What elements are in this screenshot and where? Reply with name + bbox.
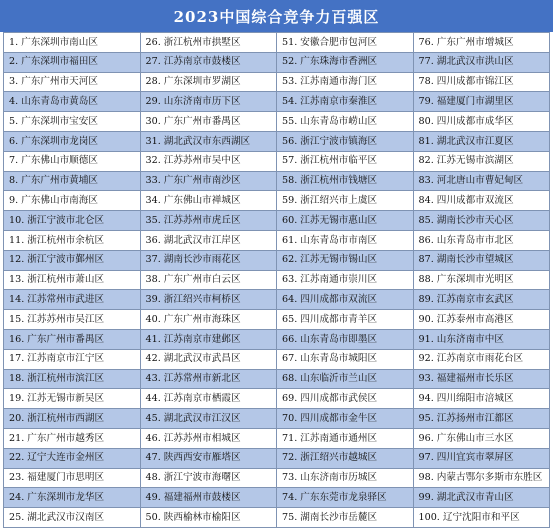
table-cell: 22. 辽宁大连市金州区	[4, 449, 141, 469]
table-cell: 32. 江苏苏州市吴中区	[141, 152, 278, 172]
table-cell: 53. 江苏南通市海门区	[277, 73, 414, 93]
table-cell: 73. 山东济南市历城区	[277, 469, 414, 489]
table-cell: 81. 湖北武汉市江夏区	[414, 132, 551, 152]
table-cell: 21. 广东广州市越秀区	[4, 429, 141, 449]
table-cell: 77. 湖北武汉市洪山区	[414, 53, 551, 73]
table-cell: 47. 陕西西安市雁塔区	[141, 449, 278, 469]
table-cell: 29. 山东济南市历下区	[141, 92, 278, 112]
table-cell: 24. 广东深圳市龙华区	[4, 488, 141, 508]
table-cell: 85. 湖南长沙市天心区	[414, 211, 551, 231]
table-cell: 39. 浙江绍兴市柯桥区	[141, 290, 278, 310]
table-cell: 98. 内蒙古鄂尔多斯市东胜区	[414, 469, 551, 489]
table-cell: 46. 江苏苏州市相城区	[141, 429, 278, 449]
table-cell: 80. 四川成都市成华区	[414, 112, 551, 132]
table-cell: 19. 江苏无锡市新吴区	[4, 389, 141, 409]
table-cell: 49. 福建福州市鼓楼区	[141, 488, 278, 508]
table-cell: 31. 湖北武汉市东西湖区	[141, 132, 278, 152]
table-cell: 2. 广东深圳市福田区	[4, 53, 141, 73]
table-cell: 17. 江苏南京市江宁区	[4, 350, 141, 370]
table-cell: 91. 山东济南市中区	[414, 330, 551, 350]
table-cell: 42. 湖北武汉市武昌区	[141, 350, 278, 370]
table-cell: 93. 福建福州市长乐区	[414, 370, 551, 390]
table-cell: 27. 江苏南京市鼓楼区	[141, 53, 278, 73]
table-cell: 14. 江苏常州市武进区	[4, 290, 141, 310]
table-cell: 9. 广东佛山市南海区	[4, 191, 141, 211]
table-cell: 40. 广东广州市海珠区	[141, 310, 278, 330]
table-cell: 13. 浙江杭州市萧山区	[4, 271, 141, 291]
table-cell: 15. 江苏苏州市吴江区	[4, 310, 141, 330]
table-cell: 48. 浙江宁波市海曙区	[141, 469, 278, 489]
table-cell: 71. 江苏南通市通州区	[277, 429, 414, 449]
table-cell: 45. 湖北武汉市江汉区	[141, 409, 278, 429]
table-cell: 51. 安徽合肥市包河区	[277, 33, 414, 53]
table-cell: 50. 陕西榆林市榆阳区	[141, 508, 278, 528]
table-cell: 94. 四川绵阳市涪城区	[414, 389, 551, 409]
table-cell: 68. 山东临沂市兰山区	[277, 370, 414, 390]
table-cell: 52. 广东珠海市香洲区	[277, 53, 414, 73]
table-cell: 56. 浙江宁波市镇海区	[277, 132, 414, 152]
table-cell: 69. 四川成都市武侯区	[277, 389, 414, 409]
table-cell: 11. 浙江杭州市余杭区	[4, 231, 141, 251]
table-cell: 87. 湖南长沙市望城区	[414, 251, 551, 271]
table-cell: 5. 广东深圳市宝安区	[4, 112, 141, 132]
table-cell: 96. 广东佛山市三水区	[414, 429, 551, 449]
table-cell: 92. 江苏南京市雨花台区	[414, 350, 551, 370]
table-cell: 82. 江苏无锡市滨湖区	[414, 152, 551, 172]
table-cell: 34. 广东佛山市禅城区	[141, 191, 278, 211]
table-cell: 89. 江苏南京市玄武区	[414, 290, 551, 310]
table-cell: 90. 江苏泰州市高港区	[414, 310, 551, 330]
table-cell: 58. 浙江杭州市钱塘区	[277, 172, 414, 192]
table-cell: 4. 山东青岛市黄岛区	[4, 92, 141, 112]
table-cell: 37. 湖南长沙市雨花区	[141, 251, 278, 271]
table-cell: 3. 广东广州市天河区	[4, 73, 141, 93]
table-cell: 28. 广东深圳市罗湖区	[141, 73, 278, 93]
table-cell: 26. 浙江杭州市拱墅区	[141, 33, 278, 53]
table-cell: 43. 江苏常州市新北区	[141, 370, 278, 390]
table-cell: 95. 江苏扬州市江都区	[414, 409, 551, 429]
table-cell: 12. 浙江宁波市鄞州区	[4, 251, 141, 271]
table-cell: 63. 江苏南通市崇川区	[277, 271, 414, 291]
table-cell: 30. 广东广州市番禺区	[141, 112, 278, 132]
table-cell: 67. 山东青岛市城阳区	[277, 350, 414, 370]
table-cell: 97. 四川宜宾市翠屏区	[414, 449, 551, 469]
table-cell: 6. 广东深圳市龙岗区	[4, 132, 141, 152]
table-cell: 88. 广东深圳市光明区	[414, 271, 551, 291]
table-cell: 38. 广东广州市白云区	[141, 271, 278, 291]
table-cell: 99. 湖北武汉市青山区	[414, 488, 551, 508]
table-cell: 36. 湖北武汉市江岸区	[141, 231, 278, 251]
table-cell: 23. 福建厦门市思明区	[4, 469, 141, 489]
table-cell: 66. 山东青岛市即墨区	[277, 330, 414, 350]
table-cell: 64. 四川成都市双流区	[277, 290, 414, 310]
table-cell: 75. 湖南长沙市岳麓区	[277, 508, 414, 528]
table-cell: 74. 广东东莞市龙泉驿区	[277, 488, 414, 508]
table-cell: 60. 江苏无锡市惠山区	[277, 211, 414, 231]
table-cell: 84. 四川成都市双流区	[414, 191, 551, 211]
table-cell: 20. 浙江杭州市西湖区	[4, 409, 141, 429]
ranking-table	[3, 32, 550, 528]
table-cell: 18. 浙江杭州市滨江区	[4, 370, 141, 390]
table-cell: 16. 广东广州市番禺区	[4, 330, 141, 350]
table-cell: 76. 广东广州市增城区	[414, 33, 551, 53]
table-cell: 86. 山东青岛市市北区	[414, 231, 551, 251]
table-cell: 78. 四川成都市锦江区	[414, 73, 551, 93]
table-cell: 8. 广东广州市黄埔区	[4, 172, 141, 192]
table-cell: 61. 山东青岛市市南区	[277, 231, 414, 251]
table-cell: 44. 江苏南京市栖霞区	[141, 389, 278, 409]
table-cell: 83. 河北唐山市曹妃甸区	[414, 172, 551, 192]
page-title: 2023中国综合竞争力百强区	[0, 0, 553, 32]
table-cell: 7. 广东佛山市顺德区	[4, 152, 141, 172]
table-cell: 33. 广东广州市南沙区	[141, 172, 278, 192]
table-cell: 55. 山东青岛市崂山区	[277, 112, 414, 132]
table-cell: 59. 浙江绍兴市上虞区	[277, 191, 414, 211]
table-cell: 100. 辽宁沈阳市和平区	[414, 508, 551, 528]
table-cell: 57. 浙江杭州市临平区	[277, 152, 414, 172]
table-cell: 79. 福建厦门市湖里区	[414, 92, 551, 112]
table-cell: 54. 江苏南京市秦淮区	[277, 92, 414, 112]
table-cell: 65. 四川成都市青羊区	[277, 310, 414, 330]
table-cell: 41. 江苏南京市建邺区	[141, 330, 278, 350]
table-cell: 70. 四川成都市金牛区	[277, 409, 414, 429]
table-cell: 25. 湖北武汉市汉南区	[4, 508, 141, 528]
table-cell: 62. 江苏无锡市锡山区	[277, 251, 414, 271]
table-cell: 1. 广东深圳市南山区	[4, 33, 141, 53]
table-cell: 72. 浙江绍兴市越城区	[277, 449, 414, 469]
table-cell: 35. 江苏苏州市虎丘区	[141, 211, 278, 231]
table-cell: 10. 浙江宁波市北仑区	[4, 211, 141, 231]
